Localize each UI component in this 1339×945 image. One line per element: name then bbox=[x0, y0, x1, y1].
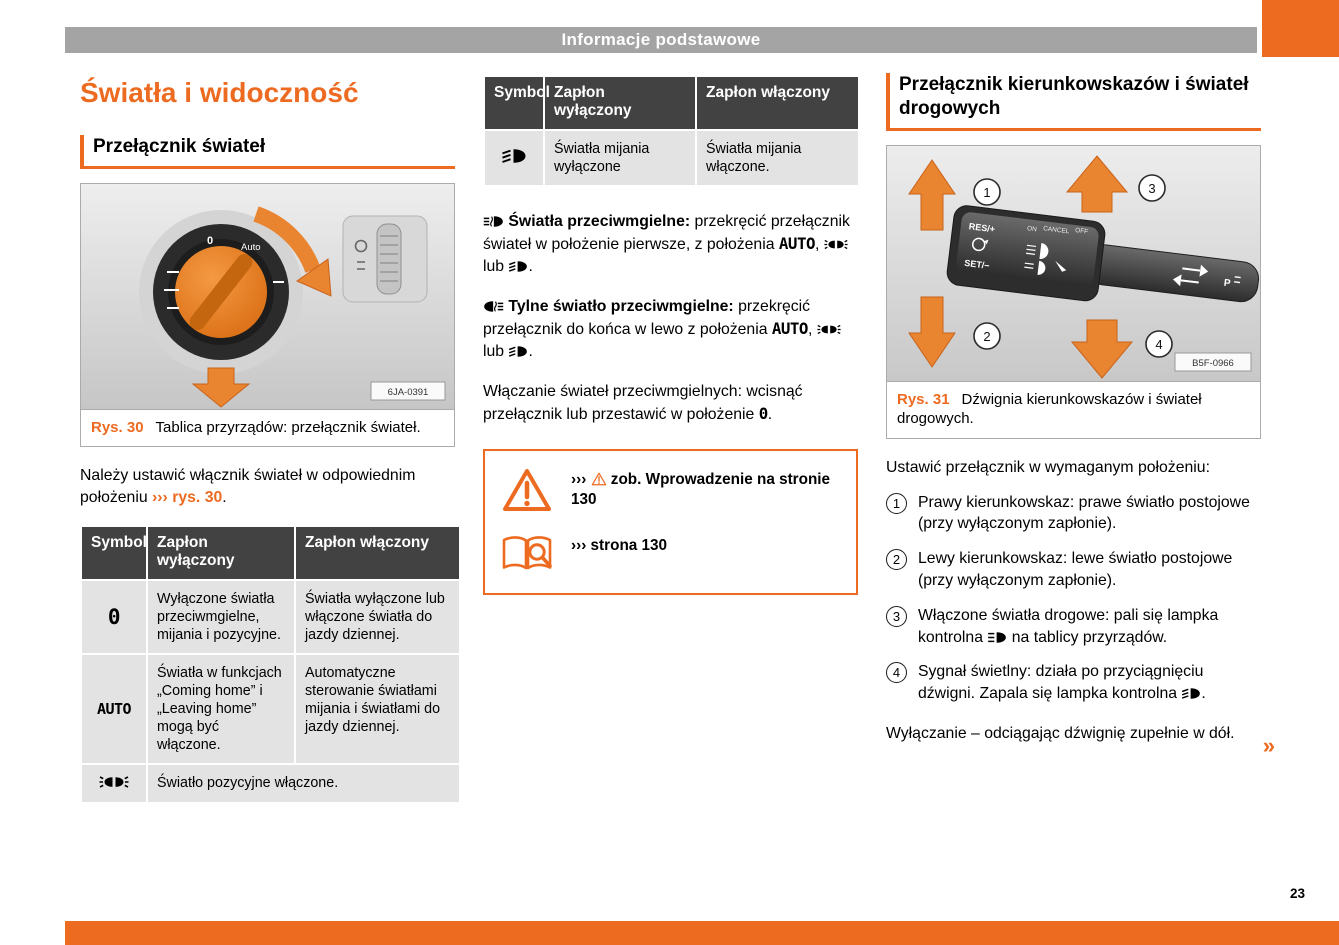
book-reference-label: strona 130 bbox=[590, 536, 668, 554]
list-item-text bbox=[918, 605, 1261, 649]
svg-text:P: P bbox=[1223, 277, 1232, 289]
cell-0-off: Wyłączone światła przeciwmgielne, mijania i pozycyjne. bbox=[148, 581, 294, 653]
list-item-text-part: Sygnał świetlny: działa po przyciągnięciu dźwigni. Zapala się lampka kontrolna bbox=[918, 663, 1204, 703]
col-header-ignition-on: Zapłon włączony bbox=[697, 77, 858, 129]
table-row bbox=[82, 765, 459, 802]
auto-symbol: AUTO bbox=[778, 233, 815, 253]
rear-fog-label: Tylne światło przeciwmgielne: bbox=[508, 297, 734, 315]
cross-reference-box bbox=[483, 449, 858, 595]
figure-30-caption-text: Tablica przyrządów: przełącznik świateł. bbox=[155, 418, 421, 436]
figure-31-caption-text: Dźwignia kierunkowskazów i świateł drogowych. bbox=[897, 390, 1202, 427]
table-row bbox=[82, 581, 459, 653]
rear-fog-text-4: . bbox=[528, 343, 533, 361]
front-fog-text-2: , bbox=[814, 235, 824, 253]
intro-text: Należy ustawić włącznik świateł w odpowiednim położeniu bbox=[80, 467, 416, 507]
parking-lights-icon bbox=[99, 774, 129, 790]
auto-symbol: AUTO bbox=[771, 319, 808, 339]
cell-auto-on: Automatyczne sterowanie światłami mijania i światłami do jazdy dziennej. bbox=[296, 655, 459, 763]
col-header-symbol: Symbol bbox=[485, 77, 543, 129]
warning-reference-row bbox=[499, 467, 840, 513]
rear-fog-paragraph bbox=[483, 296, 858, 363]
xref-rys-30[interactable]: ››› rys. 30 bbox=[152, 489, 223, 507]
list-item bbox=[886, 492, 1261, 536]
callout-1 bbox=[974, 179, 1000, 205]
rear-fog-text-1: przekręcić przełącznik do końca w lewo z położenia bbox=[483, 297, 811, 339]
low-beam-table bbox=[483, 75, 860, 187]
column-middle bbox=[483, 73, 858, 595]
front-fog-label: Światła przeciwmgielne: bbox=[508, 212, 691, 230]
callout-number: 2 bbox=[886, 549, 907, 570]
cell-lowbeam-on: Światła mijania włączone. bbox=[697, 131, 858, 185]
fog-activation-text: Włączanie świateł przeciwmgielnych: wcisnąć przełącznik lub przestawić w położenie bbox=[483, 383, 803, 424]
continuation-marker: » bbox=[1262, 732, 1275, 758]
outro-wrap bbox=[886, 723, 1275, 758]
fog-activation-paragraph bbox=[483, 381, 858, 426]
callout-number: 3 bbox=[886, 606, 907, 627]
svg-text:1: 1 bbox=[983, 184, 991, 200]
figure-31-code: B5F-0966 bbox=[1192, 357, 1234, 369]
front-fog-text-4: . bbox=[528, 257, 533, 275]
warning-triangle-icon bbox=[499, 467, 555, 513]
high-beam-icon bbox=[987, 631, 1007, 644]
svg-text:3: 3 bbox=[1148, 180, 1156, 196]
lever-res-label: RES/+ bbox=[968, 220, 996, 234]
lever-positions-list bbox=[886, 492, 1261, 705]
list-item-text-part: Włączone światła drogowe: pali się lampka kontrolna bbox=[918, 606, 1219, 646]
book-reference-row bbox=[499, 533, 840, 575]
col-header-ignition-on: Zapłon włączony bbox=[296, 527, 459, 579]
cell-parking-text: Światło pozycyjne włączone. bbox=[148, 765, 459, 802]
rear-fog-text-2: , bbox=[807, 321, 817, 339]
list-item bbox=[886, 548, 1261, 592]
low-beam-icon bbox=[1181, 687, 1201, 700]
list-item-text: Lewy kierunkowskaz: lewe światło postojowe (przy wyłączonym zapłonie). bbox=[918, 550, 1233, 589]
table-row bbox=[485, 131, 858, 185]
parking-lights-icon bbox=[817, 323, 841, 336]
figure-31-label: Rys. 31 bbox=[897, 390, 950, 408]
figure-30-label: Rys. 30 bbox=[91, 418, 144, 436]
figure-30 bbox=[80, 183, 455, 448]
page-content bbox=[80, 73, 1275, 804]
svg-text:2: 2 bbox=[983, 328, 991, 344]
list-item-text bbox=[918, 661, 1261, 705]
orange-corner-decoration bbox=[1262, 0, 1339, 57]
rear-fog-text-3: lub bbox=[483, 343, 509, 361]
svg-text:4: 4 bbox=[1155, 336, 1163, 352]
dimmer-thumbwheel[interactable] bbox=[377, 224, 401, 294]
col-header-ignition-off: Zapłon wyłączony bbox=[148, 527, 294, 579]
section-heading-light-switch: Przełącznik świateł bbox=[80, 135, 455, 169]
outro-paragraph: Wyłączanie – odciągając dźwignię zupełnie w dół. bbox=[886, 724, 1235, 742]
list-item-text-part: na tablicy przyrządów. bbox=[1007, 628, 1168, 646]
cell-auto-off: Światła w funkcjach „Coming home” i „Leaving home” mogą być włączone. bbox=[148, 655, 294, 763]
parking-lights-icon bbox=[824, 238, 848, 251]
knob-position-0-label: 0 bbox=[207, 234, 214, 247]
callout-3 bbox=[1139, 175, 1165, 201]
column-left bbox=[80, 73, 455, 804]
callout-number: 1 bbox=[886, 493, 907, 514]
callout-4 bbox=[1146, 331, 1172, 357]
col-header-symbol: Symbol bbox=[82, 527, 146, 579]
callout-number: 4 bbox=[886, 662, 907, 683]
lever-off-label: OFF bbox=[1074, 226, 1089, 236]
warning-reference-label: zob. Wprowadzenie na stronie 130 bbox=[571, 470, 831, 509]
lever-cancel-label: CANCEL bbox=[1042, 224, 1070, 235]
page-header-title: Informacje podstawowe bbox=[561, 30, 761, 49]
book-reference-text[interactable] bbox=[571, 533, 667, 557]
front-fog-text-3: lub bbox=[483, 257, 509, 275]
col-header-ignition-off: Zapłon wyłączony bbox=[545, 77, 695, 129]
xref-arrows: ››› bbox=[571, 536, 587, 554]
warning-reference-text[interactable] bbox=[571, 467, 840, 511]
lever-intro-paragraph: Ustawić przełącznik w wymaganym położeniu: bbox=[886, 458, 1210, 476]
lever-set-label: SET/− bbox=[963, 257, 991, 271]
light-switch-table bbox=[80, 525, 461, 804]
front-fog-light-icon bbox=[483, 215, 504, 228]
light-switch-knob-image bbox=[81, 184, 454, 409]
figure-30-caption bbox=[81, 409, 454, 447]
intro-end: . bbox=[222, 489, 227, 507]
list-item bbox=[886, 661, 1261, 705]
xref-arrows: ››› bbox=[571, 470, 587, 488]
page-number: 23 bbox=[1289, 886, 1305, 901]
lever-on-label: ON bbox=[1026, 224, 1038, 233]
turn-signal-lever-image bbox=[887, 146, 1260, 381]
cell-lowbeam-off: Światła mijania wyłączone bbox=[545, 131, 695, 185]
cell-0-on: Światła wyłączone lub włączone światła do jazdy dziennej. bbox=[296, 581, 459, 653]
low-beam-icon bbox=[501, 148, 527, 164]
figure-31-caption bbox=[887, 381, 1260, 438]
list-item-text-part: . bbox=[1201, 685, 1206, 703]
list-item bbox=[886, 605, 1261, 649]
front-fog-paragraph bbox=[483, 211, 858, 278]
low-beam-icon bbox=[508, 260, 528, 273]
column-right bbox=[886, 73, 1275, 758]
callout-2 bbox=[974, 323, 1000, 349]
low-beam-icon bbox=[508, 345, 528, 358]
figure-31 bbox=[886, 145, 1261, 439]
chapter-title: Światła i widoczność bbox=[80, 77, 359, 108]
list-item-text: Prawy kierunkowskaz: prawe światło postojowe (przy wyłączonym zapłonie). bbox=[918, 493, 1250, 533]
front-fog-text-1: przekręcić przełącznik świateł w położenie pierwsze, z położenia bbox=[483, 212, 850, 253]
page-header-bar bbox=[65, 27, 1257, 53]
symbol-auto: AUTO bbox=[96, 699, 132, 718]
rear-fog-light-icon bbox=[483, 300, 504, 313]
zero-symbol: 0 bbox=[758, 404, 768, 424]
fog-activation-end: . bbox=[767, 406, 773, 424]
intro-paragraph bbox=[80, 465, 455, 509]
section-heading-turn-signal: Przełącznik kierunkowskazów i świateł drogowych bbox=[886, 73, 1261, 131]
warning-triangle-inline-icon bbox=[591, 472, 607, 486]
orange-bottom-strip bbox=[65, 921, 1339, 945]
symbol-0: 0 bbox=[107, 604, 121, 629]
table-row bbox=[82, 655, 459, 763]
figure-30-code: 6JA-0391 bbox=[387, 386, 429, 398]
knob-position-auto-label: Auto bbox=[241, 241, 261, 253]
book-magnifier-icon bbox=[499, 533, 555, 575]
